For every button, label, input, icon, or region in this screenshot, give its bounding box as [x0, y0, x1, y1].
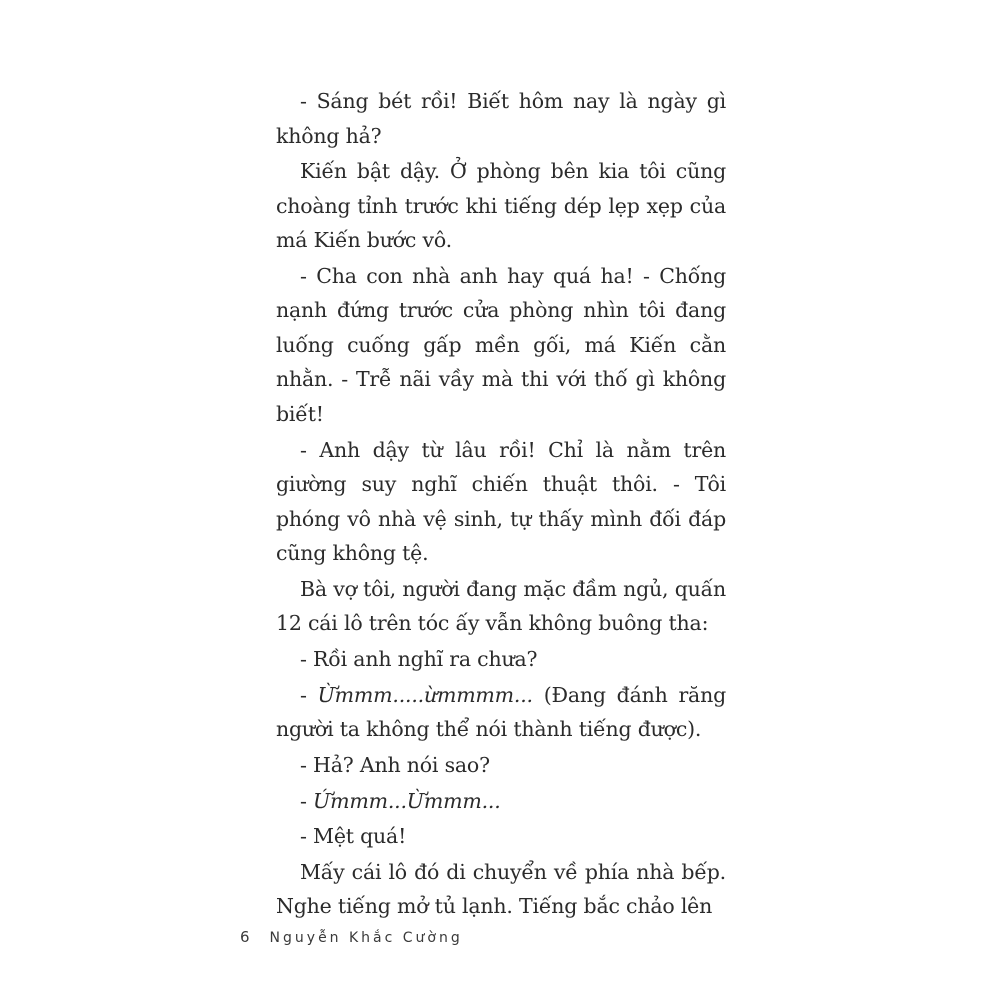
- page-footer: [240, 928, 463, 952]
- dialogue-dash: -: [300, 788, 314, 813]
- paragraph-9: [276, 784, 726, 819]
- author-name: Nguyễn Khắc Cường: [269, 930, 463, 946]
- dialogue-dash: -: [300, 682, 318, 707]
- paragraph-4: - Anh dậy từ lâu rồi! Chỉ là nằm trên giường suy nghĩ chiến thuật thôi. - Tôi phóng vô nhà vệ sinh, tự thấy mình đối đáp cũng không tệ.: [276, 437, 726, 566]
- paragraph-2: Kiến bật dậy. Ở phòng bên kia tôi cũng choàng tỉnh trước khi tiếng dép lẹp xẹp của má Kiến bước vô.: [276, 159, 726, 253]
- page-number: 6: [240, 928, 250, 946]
- body-text: [276, 84, 726, 925]
- paragraph-10: - Mệt quá!: [300, 824, 407, 849]
- paragraph-7: [276, 678, 726, 747]
- italic-sound: Ứmmm...Ừmmm...: [313, 788, 501, 813]
- paragraph-8: - Hả? Anh nói sao?: [300, 752, 490, 777]
- paragraph-11: Mấy cái lô đó di chuyển về phía nhà bếp. Nghe tiếng mở tủ lạnh. Tiếng bắc chảo lên: [276, 859, 726, 919]
- italic-sound: Ừmmm.....ừmmmm...: [317, 682, 533, 707]
- paragraph-1: - Sáng bét rồi! Biết hôm nay là ngày gì không hả?: [276, 89, 726, 148]
- paragraph-5: Bà vợ tôi, người đang mặc đầm ngủ, quấn 12 cái lô trên tóc ấy vẫn không buông tha:: [276, 576, 726, 636]
- paragraph-3: - Cha con nhà anh hay quá ha! - Chống nạnh đứng trước cửa phòng nhìn tôi đang luống cuống gấp mền gối, má Kiến cằn nhằn. - Trễ nãi vầy mà thi với thố gì không biết!: [276, 263, 726, 426]
- paragraph-7-rest: (Đang đánh răng người ta không thể nói thành tiếng được).: [276, 682, 726, 742]
- paragraph-6: - Rồi anh nghĩ ra chưa?: [300, 646, 538, 671]
